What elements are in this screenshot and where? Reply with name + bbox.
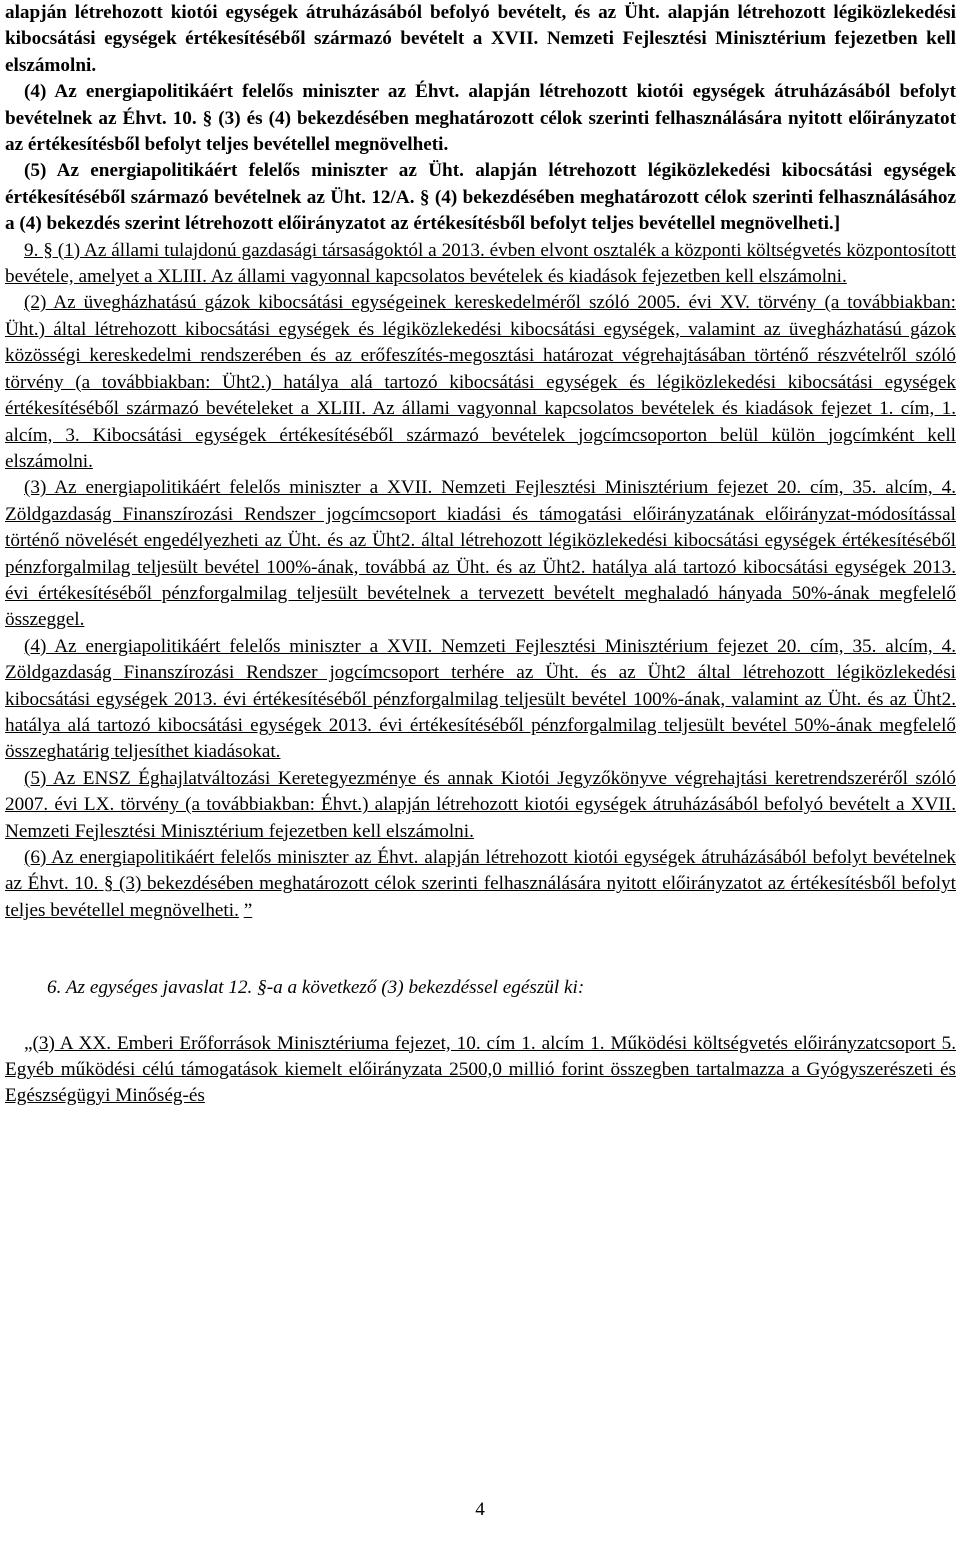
closing-quote: ”	[243, 899, 253, 921]
paragraph-9-4-kiadasok: (4) Az energiapolitikáért felelős miniszter a XVII. Nemzeti Fejlesztési Minisztérium fejezet 20. cím, 35. alcím, 4. Zöldgazdaság Finanszírozási Rendszer jogcímcsoport terhére az Üht. és az Üht2 által létrehozott légiközlekedési kibocsátási egységek 2013. évi értékesítéséből pénzforgalmilag teljesült bevétel 100%-ának, valamint az Üht. és az Üht2. hatálya alá tartozó kibocsátási egységek 2013. évi értékesítéséből pénzforgalmilag teljesült bevétel 50%-ának megfelelő összeghatárig teljesíthet kiadásokat.	[5, 635, 956, 763]
paragraph-4-ehvt: (4) Az energiapolitikáért felelős miniszter az Éhvt. alapján létrehozott kiotói egységek átruházásából befolyt bevételnek az Éhvt. 10. § (3) és (4) bekezdésében meghatározott célok szerinti felhasználására nyitott előirányzatot az értékesítésből befolyt teljes bevétellel megnövelheti.	[5, 81, 956, 156]
paragraph-5-uht: (5) Az energiapolitikáért felelős miniszter az Üht. alapján létrehozott légiközlekedési kibocsátási egységek értékesítéséből származó bevételnek az Üht. 12/A. § (4) bekezdésében meghatározott célok szerinti felhasználásához a (4) bekezdés szerint létrehozott előirányzatot az értékesítésből befolyt teljes bevétellel megnövelheti.]	[5, 160, 956, 235]
paragraph-9-2-kibocsatasi: (2) Az üvegházhatású gázok kibocsátási egységeinek kereskedelméről szóló 2005. évi XV. törvény (a továbbiakban: Üht.) által létrehozott kibocsátási egységek és légiközlekedési kibocsátási egységek, valamint az üvegházhatású gázok közösségi kereskedelmi rendszerében és az erőfeszítés-megosztási határozat végrehajtásában történő részvételről szóló törvény (a továbbiakban: Üht2.) hatálya alá tartozó kibocsátási egységek és légiközlekedési kibocsátási egységek értékesítéséből származó bevételeket a XLIII. Az állami vagyonnal kapcsolatos bevételek és kiadások fejezet 1. cím, 1. alcím, 3. Kibocsátási egységek értékesítéséből származó bevételek jogcímcsoporton belül külön jogcímként kell elszámolni.	[5, 292, 956, 472]
document-page	[5, 0, 956, 1110]
paragraph-9-6-ehvt	[5, 845, 956, 924]
paragraph-12-3-quote: „(3) A XX. Emberi Erőforrások Minisztériuma fejezet, 10. cím 1. alcím 1. Működési költségvetés előirányzatcsoport 5. Egyéb működési célú támogatások kiemelt előirányzata 2500,0 millió forint összegben tartalmazza a Gyógyszerészeti és Egészségügyi Minőség-és	[5, 1032, 956, 1107]
page-number: 4	[475, 1499, 485, 1520]
paragraph-kiotoi-carryover: alapján létrehozott kiotói egységek átruházásából befolyó bevételt, és az Üht. alapján létrehozott légiközlekedési kibocsátási egységek értékesítéséből származó bevételt a XVII. Nemzeti Fejlesztési Minisztérium fejezetben kell elszámolni.	[5, 2, 956, 76]
paragraph-9-1-osztalek: 9. § (1) Az állami tulajdonú gazdasági társaságoktól a 2013. évben elvont osztalék a központi költségvetés központosított bevétele, amelyet a XLIII. Az állami vagyonnal kapcsolatos bevételek és kiadások fejezetben kell elszámolni.	[5, 239, 956, 288]
paragraph-9-6-text: (6) Az energiapolitikáért felelős miniszter az Éhvt. alapján létrehozott kiotói egységek átruházásából befolyt bevételnek az Éhvt. 10. § (3) bekezdésében meghatározott célok szerinti felhasználására nyitott előirányzatot az értékesítésből befolyt teljes bevétellel megnövelheti.	[5, 847, 956, 921]
paragraph-9-5-ensz: (5) Az ENSZ Éghajlatváltozási Keretegyezménye és annak Kiotói Jegyzőkönyve végrehajtási keretrendszeréről szóló 2007. évi LX. törvény (a továbbiakban: Éhvt.) alapján létrehozott kiotói egységek átruházásából befolyó bevételt a XVII. Nemzeti Fejlesztési Minisztérium fejezetben kell elszámolni.	[5, 767, 956, 842]
section-heading-6: 6. Az egységes javaslat 12. §-a a következő (3) bekezdéssel egészül ki:	[47, 977, 585, 999]
paragraph-9-3-zoldgazdasag: (3) Az energiapolitikáért felelős miniszter a XVII. Nemzeti Fejlesztési Minisztérium fejezet 20. cím, 35. alcím, 4. Zöldgazdaság Finanszírozási Rendszer jogcímcsoport kiadási és támogatási előirányzatának előirányzat-módosítással történő növelését engedélyezheti az Üht. és az Üht2. által létrehozott légiközlekedési kibocsátási egységek értékesítéséből pénzforgalmilag teljesült bevétel 100%-ának, továbbá az Üht. és az Üht2. hatálya alá tartozó kibocsátási egységek 2013. évi értékesítéséből pénzforgalmilag teljesült bevételnek a tervezett bevételt meghaladó hányada 50%-ának megfelelő összeggel.	[5, 477, 956, 631]
